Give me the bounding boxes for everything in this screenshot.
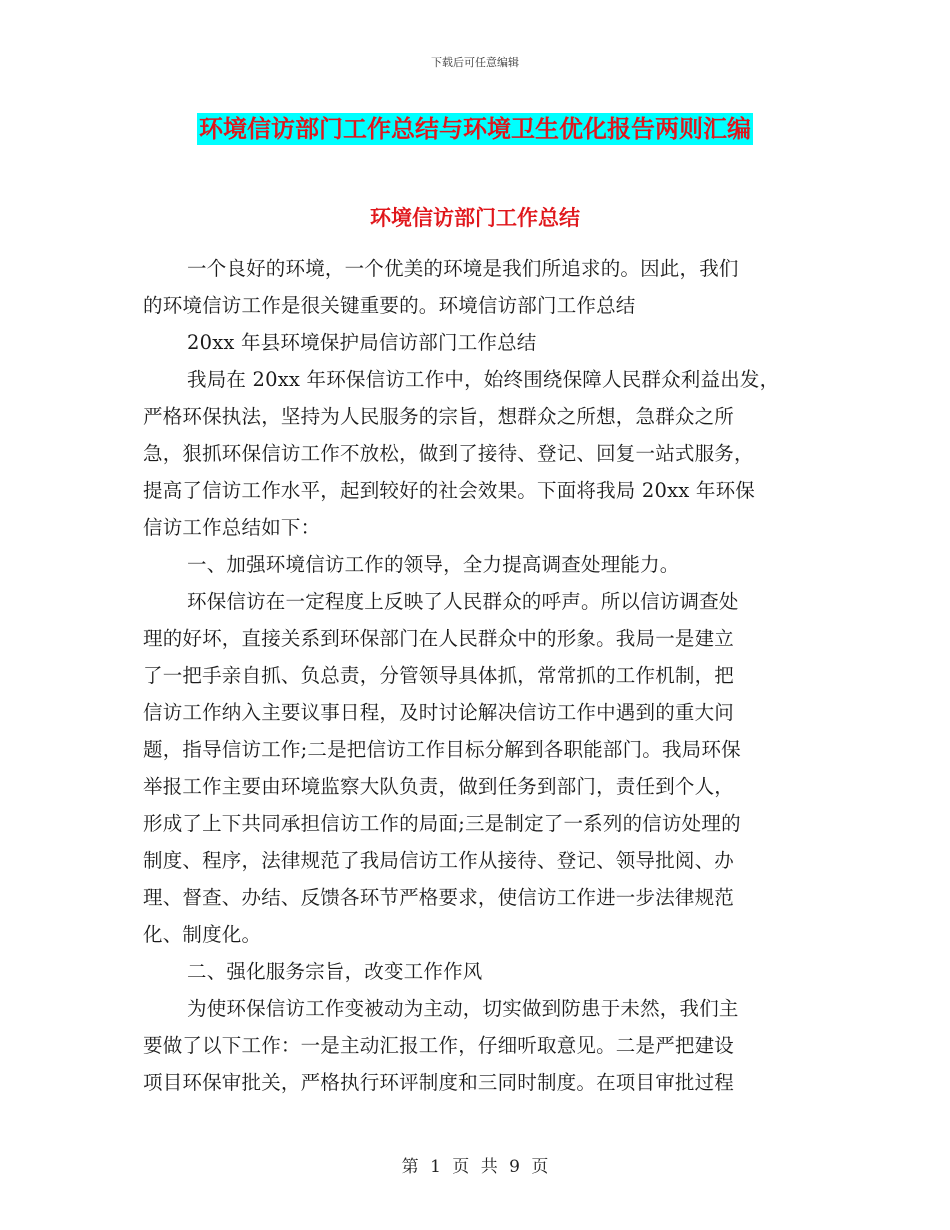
paragraph-line: 理的好坏，直接关系到环保部门在人民群众中的形象。我局一是建立 bbox=[143, 627, 735, 650]
paragraph-line: 严格环保执法，坚持为人民服务的宗旨，想群众之所想，急群众之所 bbox=[143, 405, 735, 428]
header-note: 下载后可任意编辑 bbox=[431, 56, 519, 69]
paragraph-line: 形成了上下共同承担信访工作的局面;三是制定了一系列的信访处理的 bbox=[143, 812, 741, 835]
paragraph-line: 信访工作总结如下： bbox=[143, 516, 321, 539]
paragraph-line: 二、强化服务宗旨，改变工作作风 bbox=[187, 960, 483, 983]
paragraph-line: 急，狠抓环保信访工作不放松，做到了接待、登记、回复一站式服务， bbox=[143, 442, 754, 465]
paragraph-line: 理、督查、办结、反馈各环节严格要求，使信访工作进一步法律规范 bbox=[143, 886, 735, 909]
page-footer: 第 1 页 共 9 页 bbox=[401, 1157, 549, 1177]
paragraph-line: 一、加强环境信访工作的领导，全力提高调查处理能力。 bbox=[187, 553, 680, 576]
paragraph-line: 化、制度化。 bbox=[143, 923, 262, 946]
paragraph-line: 制度、程序，法律规范了我局信访工作从接待、登记、领导批阅、办 bbox=[143, 849, 735, 872]
paragraph-line: 题，指导信访工作;二是把信访工作目标分解到各职能部门。我局环保 bbox=[143, 738, 741, 761]
paragraph-line: 我局在 20xx 年环保信访工作中，始终围绕保障人民群众利益出发， bbox=[187, 368, 780, 391]
paragraph-line: 20xx 年县环境保护局信访部门工作总结 bbox=[187, 331, 537, 354]
paragraph-line: 了一把手亲自抓、负总责，分管领导具体抓，常常抓的工作机制，把 bbox=[143, 664, 735, 687]
paragraph-line: 项目环保审批关，严格执行环评制度和三同时制度。在项目审批过程 bbox=[143, 1071, 735, 1094]
main-title: 环境信访部门工作总结与环境卫生优化报告两则汇编 bbox=[199, 115, 751, 143]
paragraph-line: 提高了信访工作水平，起到较好的社会效果。下面将我局 20xx 年环保 bbox=[143, 479, 756, 502]
paragraph-line: 为使环保信访工作变被动为主动，切实做到防患于未然，我们主 bbox=[187, 997, 739, 1020]
body-text bbox=[143, 250, 811, 1101]
paragraph-line: 要做了以下工作：一是主动汇报工作，仔细听取意见。二是严把建设 bbox=[143, 1034, 735, 1057]
paragraph-line: 举报工作主要由环境监察大队负责，做到任务到部门，责任到个人， bbox=[143, 775, 735, 798]
section-title: 环境信访部门工作总结 bbox=[370, 206, 580, 230]
paragraph-line: 一个良好的环境，一个优美的环境是我们所追求的。因此，我们 bbox=[187, 257, 739, 280]
main-title-container bbox=[0, 113, 950, 145]
paragraph-line: 信访工作纳入主要议事日程，及时讨论解决信访工作中遇到的重大问 bbox=[143, 701, 735, 724]
paragraph-line: 环保信访在一定程度上反映了人民群众的呼声。所以信访调查处 bbox=[187, 590, 739, 613]
paragraph-line: 的环境信访工作是很关键重要的。环境信访部门工作总结 bbox=[143, 294, 636, 317]
